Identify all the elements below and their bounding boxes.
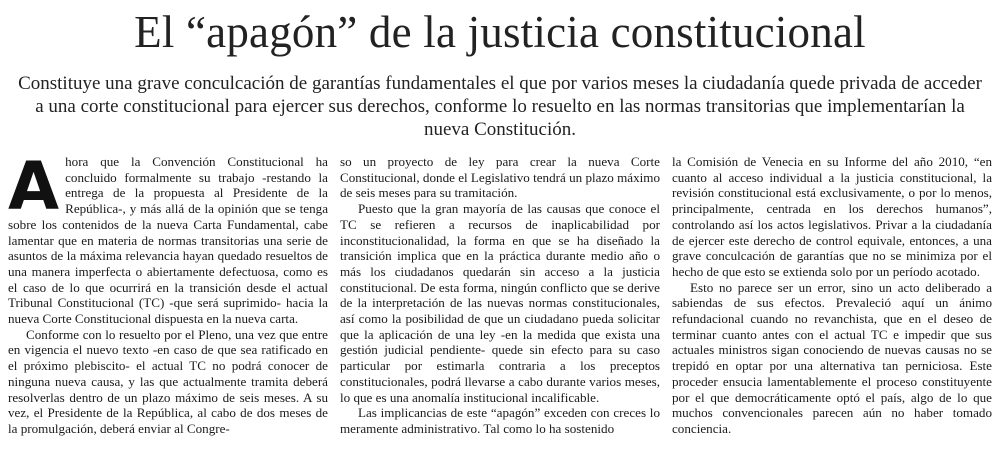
article-lead: Constituye una grave conculcación de garantías fundamentales el que por varios meses la ciudadanía quede privada de acceder a una corte constitucional para ejercer sus derechos, conforme lo resuelto en las normas transitorias que implementarían la nueva Constitución.	[18, 73, 982, 140]
paragraph-text: hora que la Convención Constitucional ha concluido formalmente su trabajo -restando la entrega de la propuesta al Presidente de la República-, y más allá de la opinión que se tenga sobre los contenidos de la nueva Carta Fundamental, cabe lamentar que en materia de normas transitorias una serie de asuntos de la máxima relevancia hayan quedado resueltos de una manera imperfecta o abiertamente defectuosa, como es el caso de lo que ocurrirá en la transición desde el actual Tribunal Constitucional (TC) -que será suprimido- hacia la nueva Corte Constitucional dispuesta en la nueva carta.	[8, 154, 328, 327]
column-2	[340, 154, 660, 450]
article-body	[8, 154, 992, 450]
column-3	[672, 154, 992, 450]
paragraph: Puesto que la gran mayoría de las causas que conoce el TC se refieren a recursos de inaplicabilidad por inconstitucionalidad, la forma en que se ha diseñado la transición implica que en la práctica durante medio año o más los ciudadanos quedarán sin acceso a la justicia constitucional. De esta forma, ningún conflicto que se derive de la interpretación de las nuevas normas constitucionales, así como la posibilidad de que un ciudadano pueda solicitar que la aplicación de una ley -en la medida que exista una gestión judicial pendiente- quede sin efecto para su caso particular por estimarla contraria a los preceptos constitucionales, podrá llevarse a cabo durante varios meses, lo que es una anomalía institucional incalificable.	[340, 201, 660, 405]
paragraph	[8, 154, 328, 327]
article-title: El “apagón” de la justicia constitucional	[134, 7, 866, 57]
paragraph: Las implicancias de este “apagón” exceden con creces lo meramente administrativo. Tal como lo ha sostenido	[340, 405, 660, 436]
drop-cap: A	[8, 154, 60, 225]
paragraph: so un proyecto de ley para crear la nueva Corte Constitucional, donde el Legislativo tendrá un plazo máximo de seis meses para su tramitación.	[340, 154, 660, 201]
paragraph: la Comisión de Venecia en su Informe del año 2010, “en cuanto al acceso individual a la justicia constitucional, la revisión constitucional está exclusivamente, o por lo menos, principalmente, centrada en los derechos humanos”, controlando así los actos legislativos. Privar a la ciudadanía de ejercer este derecho de control equivale, entonces, a una grave conculcación de garantías que no se minimiza por el hecho de que esto se extienda solo por un período acotado.	[672, 154, 992, 279]
paragraph: Esto no parece ser un error, sino un acto deliberado a sabiendas de sus efectos. Prevaleció aquí un ánimo refundacional cuando no revanchista, que en el deseo de terminar cuanto antes con el actual TC e impedir que sus actuales ministros sigan conociendo de nuevas causas no se trepidó en optar por una alternativa tan perniciosa. Este proceder ensucia lamentablemente el proceso constituyente por el que democráticamente optó el país, algo de lo que muchos convencionales parecen aún no haber tomado conciencia.	[672, 279, 992, 436]
paragraph: Conforme con lo resuelto por el Pleno, una vez que entre en vigencia el nuevo texto -en caso de que sea ratificado en el próximo plebiscito- el actual TC no podrá conocer de ninguna nueva causa, y las que actualmente tramita deberá resolverlas dentro de un plazo máximo de seis meses. A su vez, el Presidente de la República, al cabo de dos meses de la promulgación, deberá enviar al Congre-	[8, 326, 328, 436]
column-1	[8, 154, 328, 450]
